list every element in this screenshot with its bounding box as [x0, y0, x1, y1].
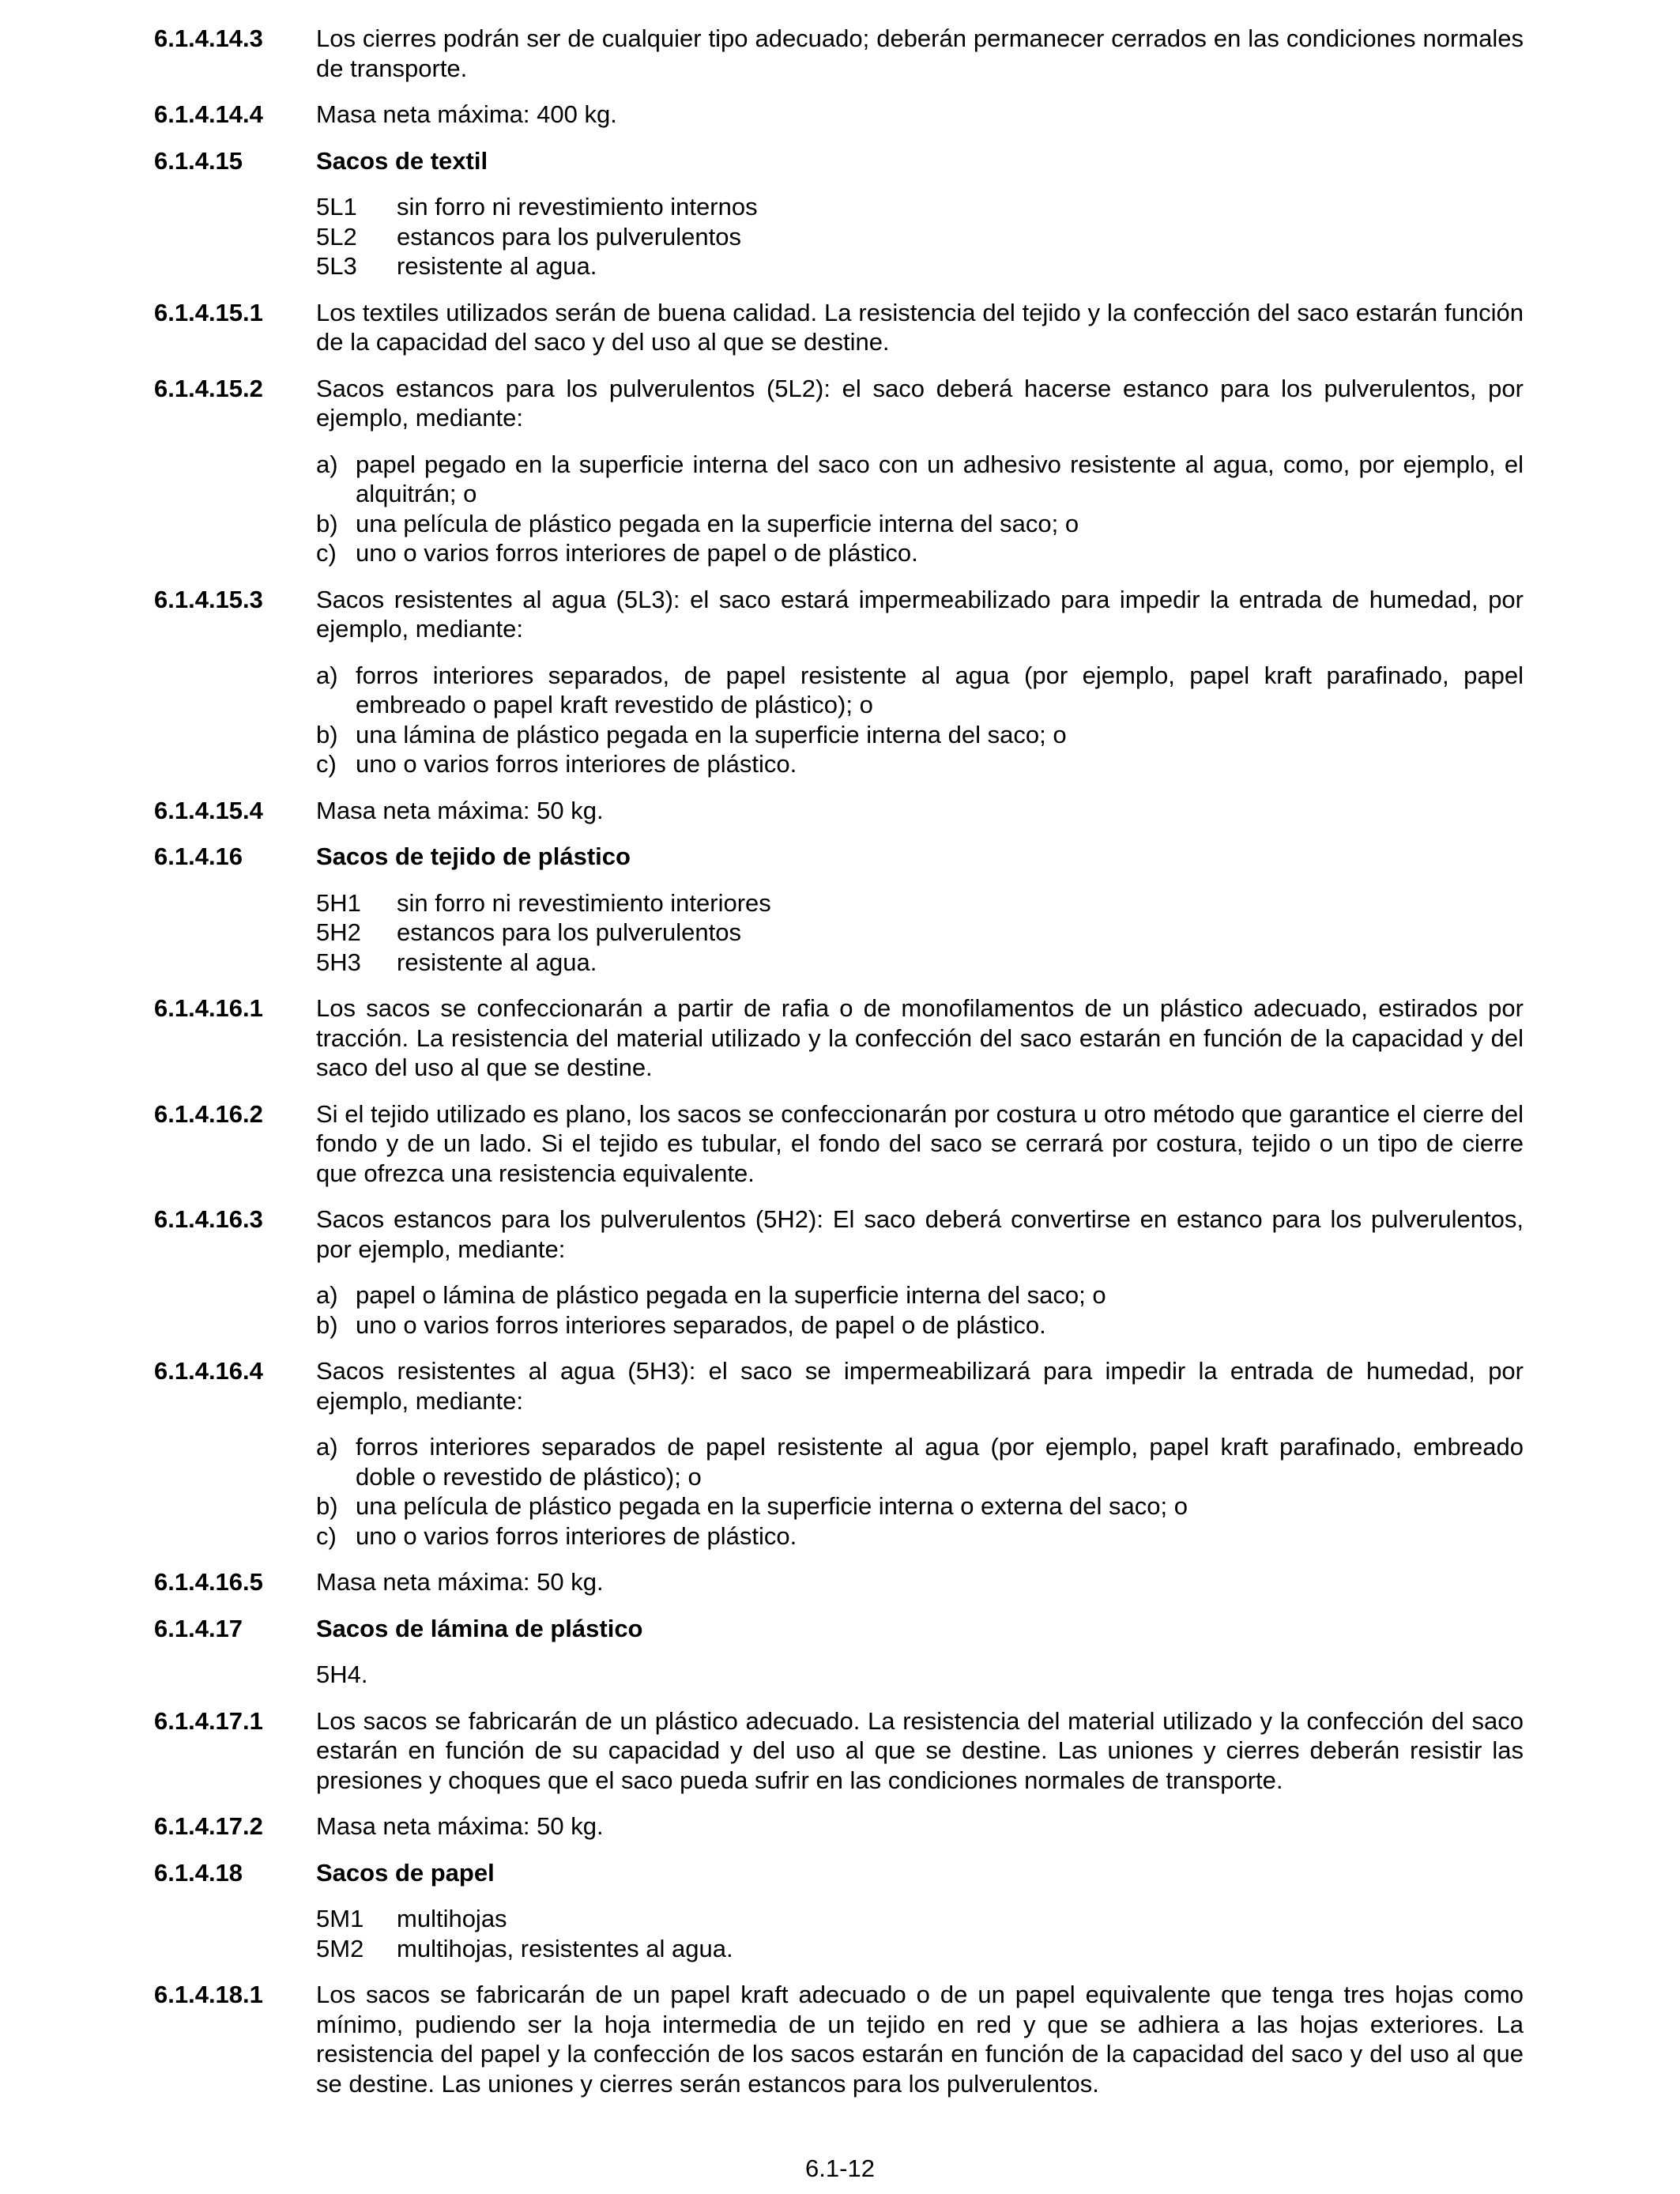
section-number: 6.1.4.18.1: [154, 1981, 263, 2008]
list-item: [316, 661, 1524, 720]
list-item-letter: a): [316, 450, 338, 478]
section-paragraph: Los sacos se fabricarán de un papel kraft adecuado o de un papel equivalente que tenga tres hojas como mínimo, pudiendo ser la hoja intermedia de un tejido en red y que se adhiera a las hojas exteriores. La resistencia del papel y la confección de los sacos estarán en función de la capacidad del saco y del uso al que se destine. Las uniones y cierres serán estancos para los pulverulentos.: [316, 1981, 1524, 2098]
list-item-text: uno o varios forros interiores de papel o de plástico.: [356, 539, 918, 567]
packaging-code: 5H3: [316, 948, 361, 976]
section: [154, 1858, 1524, 1964]
section-number: 6.1.4.16: [154, 843, 243, 870]
section-number: 6.1.4.15.3: [154, 585, 263, 613]
packaging-code: 5L3: [316, 252, 357, 280]
code-row: [316, 192, 1524, 222]
packaging-code: 5H2: [316, 918, 361, 946]
code-row: [316, 1660, 1524, 1690]
section-title: Sacos de papel: [316, 1858, 495, 1887]
code-description: estancos para los pulverulentos: [397, 222, 741, 251]
section-number: 6.1.4.14.4: [154, 100, 263, 128]
code-row: [316, 888, 1524, 918]
section-number: 6.1.4.17.1: [154, 1706, 263, 1735]
list-item-letter: a): [316, 1433, 338, 1461]
section-number: 6.1.4.16.5: [154, 1568, 263, 1596]
code-description: sin forro ni revestimiento internos: [397, 193, 758, 221]
list-item: [316, 1521, 1524, 1551]
packaging-code: 5H4.: [316, 1661, 368, 1688]
list-item-text: papel o lámina de plástico pegada en la superficie interna del saco; o: [356, 1281, 1106, 1309]
list-item: [316, 1491, 1524, 1521]
item-list: [316, 450, 1524, 568]
list-item-letter: a): [316, 1281, 338, 1309]
list-item-letter: c): [316, 539, 337, 567]
list-item-text: forros interiores separados de papel resistente al agua (por ejemplo, papel kraft parafinado, embreado doble o revestido de plástico); o: [356, 1433, 1524, 1491]
packaging-code: 5M2: [316, 1934, 364, 1962]
section-paragraph: Los textiles utilizados serán de buena calidad. La resistencia del tejido y la confección del saco estarán función de la capacidad del saco y del uso al que se destine.: [316, 298, 1524, 356]
section: [154, 1706, 1524, 1796]
list-item-text: uno o varios forros interiores de plástico.: [356, 1521, 797, 1550]
section-paragraph: Si el tejido utilizado es plano, los sacos se confeccionarán por costura u otro método que garantice el cierre del fondo y de un lado. Si el tejido es tubular, el fondo del saco se cerrará por costura, tejido o un tipo de cierre que ofrezca una resistencia equivalente.: [316, 1099, 1524, 1187]
list-item: [316, 538, 1524, 568]
code-description: multihojas: [397, 1905, 507, 1932]
code-row: [316, 1934, 1524, 1964]
list-item-letter: b): [316, 720, 338, 748]
section: [154, 1614, 1524, 1690]
document-body: [154, 24, 1524, 2115]
section-number: 6.1.4.15: [154, 146, 243, 175]
section: [154, 1811, 1524, 1842]
code-description: multihojas, resistentes al agua.: [397, 1934, 733, 1962]
section-title: Sacos de tejido de plástico: [316, 843, 631, 870]
list-item-text: una película de plástico pegada en la superficie interna del saco; o: [356, 509, 1079, 537]
code-description: sin forro ni revestimiento interiores: [397, 888, 771, 917]
list-item-letter: c): [316, 750, 337, 778]
section-number: 6.1.4.18: [154, 1858, 243, 1887]
section-title: Sacos de textil: [316, 146, 488, 175]
list-item-letter: c): [316, 1521, 337, 1550]
section-number: 6.1.4.16.2: [154, 1099, 263, 1128]
list-item-text: una lámina de plástico pegada en la superficie interna del saco; o: [356, 720, 1067, 748]
section-paragraph: Sacos resistentes al agua (5L3): el saco estará impermeabilizado para impedir la entrada de humedad, por ejemplo, mediante:: [316, 585, 1524, 643]
section: [154, 146, 1524, 281]
list-item: [316, 1432, 1524, 1491]
section: [154, 24, 1524, 83]
code-row: [316, 918, 1524, 948]
list-item-letter: b): [316, 1310, 338, 1339]
section-number: 6.1.4.15.2: [154, 374, 263, 402]
code-row: [316, 251, 1524, 281]
packaging-code: 5M1: [316, 1905, 364, 1932]
section-paragraph: Sacos estancos para los pulverulentos (5H2): El saco deberá convertirse en estanco para los pulverulentos, por ejemplo, mediante:: [316, 1205, 1524, 1263]
code-list: [316, 1660, 1524, 1690]
list-item: [316, 509, 1524, 539]
section: [154, 1099, 1524, 1189]
section-number: 6.1.4.16.3: [154, 1205, 263, 1233]
section: [154, 993, 1524, 1083]
list-item: [316, 450, 1524, 509]
section: [154, 298, 1524, 357]
section: [154, 100, 1524, 130]
section-number: 6.1.4.16.1: [154, 994, 263, 1022]
code-row: [316, 222, 1524, 252]
section-paragraph: Los cierres podrán ser de cualquier tipo adecuado; deberán permanecer cerrados en las condiciones normales de transporte.: [316, 25, 1524, 82]
section: [154, 374, 1524, 568]
code-description: resistente al agua.: [397, 252, 597, 280]
section: [154, 1980, 1524, 2098]
section: [154, 1356, 1524, 1551]
code-list: [316, 1904, 1524, 1963]
section: [154, 1204, 1524, 1340]
packaging-code: 5L2: [316, 222, 357, 251]
section: [154, 585, 1524, 779]
packaging-code: 5H1: [316, 888, 361, 917]
section-number: 6.1.4.17.2: [154, 1812, 263, 1840]
section-paragraph: Masa neta máxima: 50 kg.: [316, 1568, 604, 1596]
section-paragraph: Sacos resistentes al agua (5H3): el saco se impermeabilizará para impedir la entrada de humedad, por ejemplo, mediante:: [316, 1357, 1524, 1415]
item-list: [316, 661, 1524, 779]
list-item: [316, 1280, 1524, 1310]
list-item-text: papel pegado en la superficie interna del saco con un adhesivo resistente al agua, como, por ejemplo, el alquitrán; o: [356, 450, 1524, 507]
section-paragraph: Masa neta máxima: 400 kg.: [316, 100, 617, 128]
list-item-text: forros interiores separados, de papel resistente al agua (por ejemplo, papel kraft parafinado, papel embreado o papel kraft revestido de plástico); o: [356, 661, 1524, 718]
section-number: 6.1.4.17: [154, 1614, 243, 1642]
section-paragraph: Los sacos se fabricarán de un plástico adecuado. La resistencia del material utilizado y la confección del saco estarán en función de su capacidad y del uso al que se destine. Las uniones y cierres deberán resistir las presiones y choques que el saco pueda sufrir en las condiciones normales de transporte.: [316, 1706, 1524, 1794]
list-item-text: uno o varios forros interiores separados, de papel o de plástico.: [356, 1310, 1046, 1339]
section-number: 6.1.4.14.3: [154, 25, 263, 52]
code-list: [316, 192, 1524, 281]
section: [154, 842, 1524, 977]
packaging-code: 5L1: [316, 193, 357, 221]
section: [154, 796, 1524, 826]
list-item-letter: b): [316, 1492, 338, 1520]
code-row: [316, 948, 1524, 978]
section-paragraph: Masa neta máxima: 50 kg.: [316, 1812, 604, 1840]
section-paragraph: Masa neta máxima: 50 kg.: [316, 796, 604, 824]
list-item-letter: a): [316, 661, 338, 689]
section-paragraph: Sacos estancos para los pulverulentos (5L2): el saco deberá hacerse estanco para los pulverulentos, por ejemplo, mediante:: [316, 374, 1524, 432]
item-list: [316, 1280, 1524, 1340]
list-item: [316, 1310, 1524, 1340]
page-number: 6.1-12: [805, 2154, 875, 2182]
list-item-text: una película de plástico pegada en la superficie interna o externa del saco; o: [356, 1492, 1188, 1520]
code-description: estancos para los pulverulentos: [397, 918, 741, 946]
section-title: Sacos de lámina de plástico: [316, 1614, 643, 1642]
section-number: 6.1.4.16.4: [154, 1357, 263, 1385]
list-item: [316, 749, 1524, 779]
section-number: 6.1.4.15.1: [154, 298, 263, 326]
item-list: [316, 1432, 1524, 1551]
list-item-text: uno o varios forros interiores de plástico.: [356, 750, 797, 778]
code-row: [316, 1904, 1524, 1934]
section: [154, 1567, 1524, 1597]
section-paragraph: Los sacos se confeccionarán a partir de rafia o de monofilamentos de un plástico adecuado, estirados por tracción. La resistencia del material utilizado y la confección del saco estarán en función de la capacidad y del saco del uso al que se destine.: [316, 994, 1524, 1081]
section-number: 6.1.4.15.4: [154, 796, 263, 824]
code-description: resistente al agua.: [397, 948, 597, 976]
list-item: [316, 720, 1524, 750]
list-item-letter: b): [316, 509, 338, 537]
code-list: [316, 888, 1524, 978]
